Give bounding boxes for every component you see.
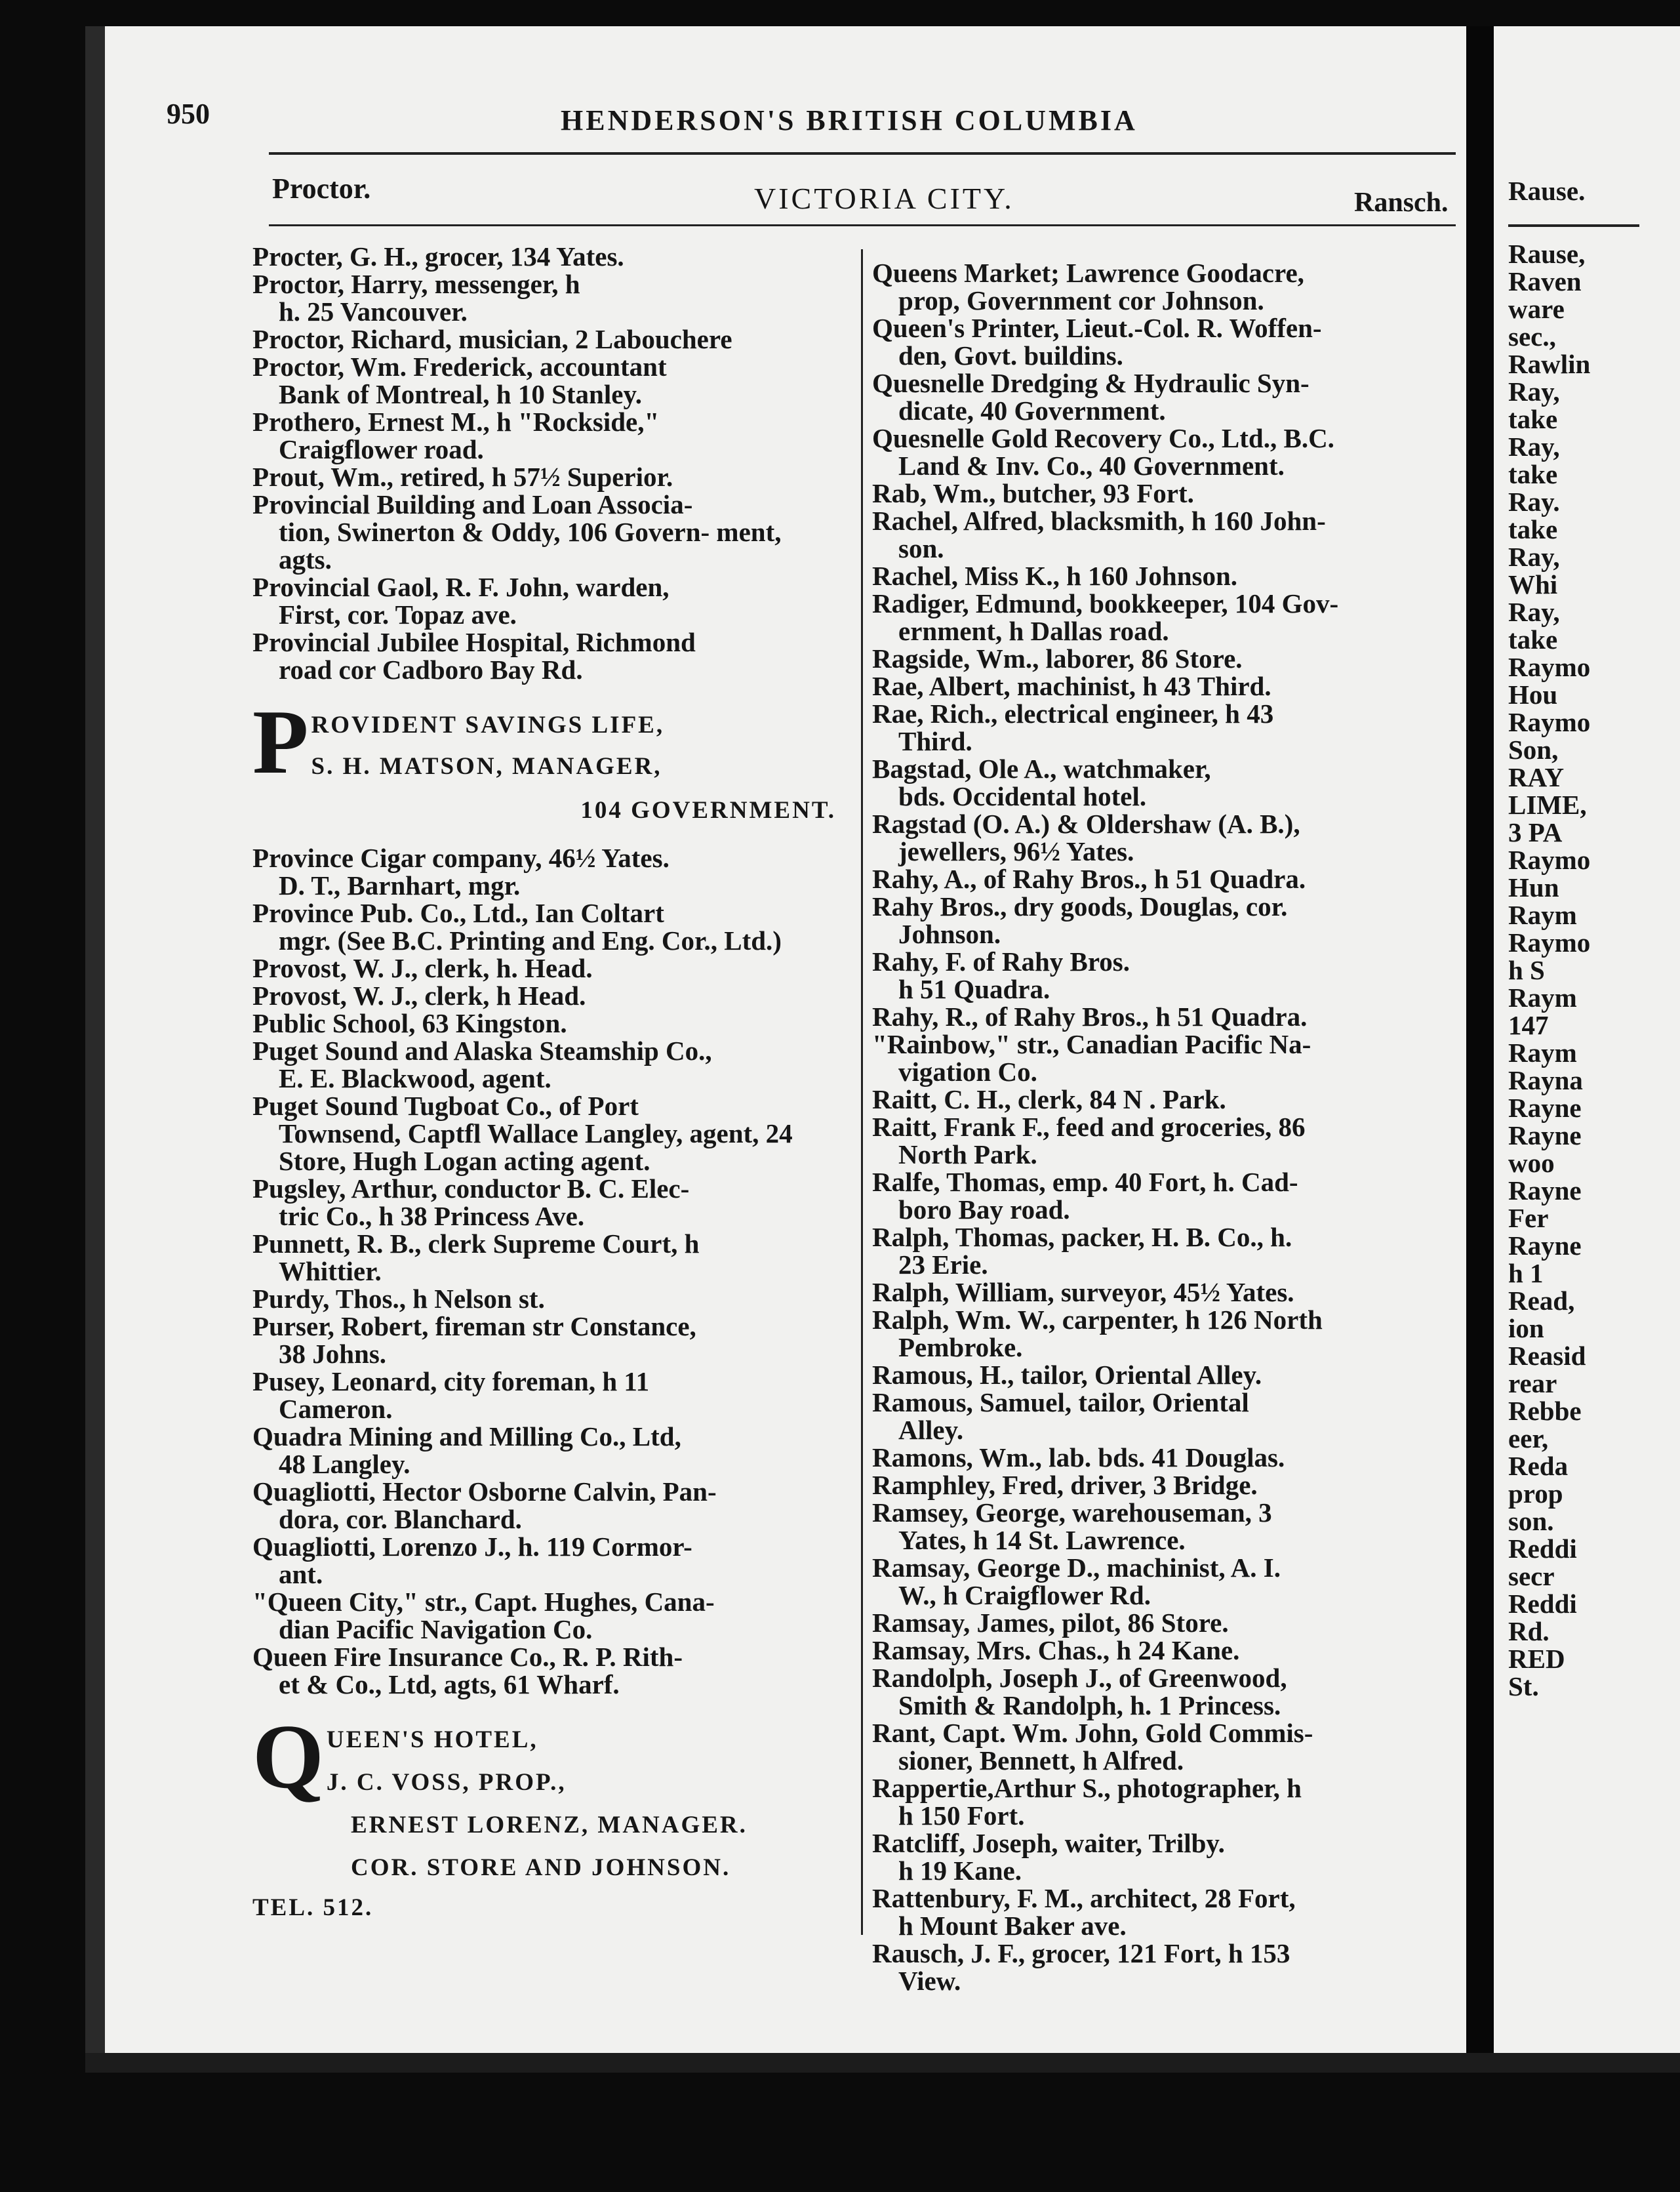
- entry-continuation: Third.: [898, 726, 972, 756]
- entry-text: Ramous, Samuel, tailor, Oriental: [872, 1387, 1249, 1417]
- entry-text: Ramsay, George D., machinist, A. I.: [872, 1553, 1281, 1583]
- entry-continuation: 48 Langley.: [279, 1449, 410, 1479]
- entry-continuation: sioner, Bennett, h Alfred.: [898, 1745, 1184, 1776]
- entry-text: Provincial Gaol, R. F. John, warden,: [252, 572, 670, 602]
- next-page-fragment: St.: [1508, 1671, 1539, 1701]
- next-page-fragment: h S: [1508, 955, 1545, 985]
- directory-entry: [872, 1003, 1456, 1030]
- ad-initial: P: [252, 703, 309, 793]
- entry-text: Randolph, Joseph J., of Greenwood,: [872, 1663, 1287, 1693]
- next-page-fragment: Rayne: [1508, 1093, 1582, 1123]
- directory-entry: [872, 314, 1456, 369]
- next-page-fragment: Raym: [1508, 983, 1577, 1013]
- ad-line: J. C. VOSS, PROP.,: [326, 1769, 567, 1796]
- directory-entry: [872, 424, 1456, 479]
- entry-continuation: Whittier.: [279, 1256, 382, 1286]
- directory-entry: [252, 270, 836, 325]
- next-page-fragment: Rebbe: [1508, 1396, 1582, 1426]
- entry-text: Prout, Wm., retired, h 57½ Superior.: [252, 462, 673, 492]
- next-page-fragment: Reasid: [1508, 1341, 1586, 1371]
- entry-text: Purser, Robert, fireman str Constance,: [252, 1311, 696, 1341]
- directory-entry: [872, 1609, 1456, 1636]
- adjacent-page: [1508, 26, 1680, 2053]
- entry-text: Raitt, Frank F., feed and groceries, 86: [872, 1112, 1306, 1142]
- next-page-fragment: Rayne: [1508, 1120, 1582, 1150]
- next-page-fragment: Read,: [1508, 1286, 1575, 1316]
- entry-text: Quesnelle Gold Recovery Co., Ltd., B.C.: [872, 423, 1334, 453]
- entry-continuation: Pembroke.: [898, 1332, 1023, 1362]
- next-page-fragment: prop: [1508, 1478, 1563, 1509]
- entry-text: Rahy, F. of Rahy Bros.: [872, 946, 1130, 977]
- entry-text: Rattenbury, F. M., architect, 28 Fort,: [872, 1883, 1296, 1913]
- next-page-fragment: Rawlin: [1508, 349, 1591, 379]
- entry-text: Puget Sound and Alaska Steamship Co.,: [252, 1036, 712, 1066]
- entry-text: Prothero, Ernest M., h "Rockside,": [252, 407, 660, 437]
- entry-continuation: Land & Inv. Co., 40 Government.: [898, 451, 1285, 481]
- entry-continuation: h 150 Fort.: [898, 1800, 1025, 1831]
- entry-text: Proctor, Wm. Frederick, accountant: [252, 352, 667, 382]
- entry-text: "Rainbow," str., Canadian Pacific Na-: [872, 1029, 1311, 1059]
- next-page-fragment: Raymo: [1508, 652, 1591, 682]
- ad-line: COR. STORE AND JOHNSON.: [351, 1854, 731, 1881]
- directory-entry: [872, 1829, 1456, 1884]
- entry-text: Ralph, Thomas, packer, H. B. Co., h.: [872, 1222, 1292, 1252]
- next-page-fragment: RED: [1508, 1644, 1565, 1674]
- next-page-fragment: Hou: [1508, 680, 1558, 710]
- next-page-fragment: LIME,: [1508, 790, 1587, 820]
- entry-text: Pusey, Leonard, city foreman, h 11: [252, 1366, 650, 1396]
- book-title: HENDERSON'S BRITISH COLUMBIA: [561, 104, 1138, 136]
- directory-entry: [872, 1554, 1456, 1609]
- directory-entry: [872, 1884, 1456, 1939]
- next-page-fragment: 147: [1508, 1010, 1549, 1040]
- entry-continuation: 38 Johns.: [279, 1339, 387, 1369]
- directory-entry: [252, 1285, 836, 1312]
- next-page-rule: [1508, 224, 1639, 227]
- directory-entry: [252, 1175, 836, 1230]
- entry-continuation: dora, cor. Blanchard.: [279, 1504, 522, 1534]
- entry-continuation: ant.: [279, 1559, 323, 1589]
- entry-continuation: First, cor. Topaz ave.: [279, 599, 517, 630]
- next-page-fragment: ion: [1508, 1313, 1544, 1343]
- entry-text: Province Cigar company, 46½ Yates.: [252, 843, 670, 873]
- entry-text: Ramous, H., tailor, Oriental Alley.: [872, 1360, 1262, 1390]
- next-page-fragment: Reda: [1508, 1451, 1569, 1481]
- directory-entry: [252, 899, 836, 954]
- directory-entry: [872, 1499, 1456, 1554]
- next-page-fragment: Rayne: [1508, 1175, 1582, 1206]
- left-guide-word: Proctor.: [272, 173, 371, 205]
- entry-text: Province Pub. Co., Ltd., Ian Coltart: [252, 898, 664, 928]
- ad-line: 104 GOVERNMENT.: [580, 797, 836, 824]
- directory-entry: [252, 1009, 836, 1037]
- next-page-fragment: Ray,: [1508, 542, 1560, 572]
- directory-entry: [252, 325, 836, 353]
- directory-entry: [872, 1030, 1456, 1086]
- entry-text: Ramons, Wm., lab. bds. 41 Douglas.: [872, 1442, 1285, 1472]
- entry-continuation: den, Govt. buildins.: [898, 340, 1123, 371]
- entry-continuation: h 19 Kane.: [898, 1856, 1022, 1886]
- entry-text: Rahy, A., of Rahy Bros., h 51 Quadra.: [872, 864, 1306, 894]
- header-rule: [269, 152, 1456, 155]
- directory-entry: [872, 1361, 1456, 1389]
- next-page-fragment: take: [1508, 514, 1558, 544]
- entry-continuation: road cor Cadboro Bay Rd.: [279, 655, 583, 685]
- middle-column: [872, 259, 1456, 1995]
- column-divider: [861, 249, 863, 1935]
- entry-continuation: Smith & Randolph, h. 1 Princess.: [898, 1690, 1281, 1720]
- entry-text: "Queen City," str., Capt. Hughes, Cana-: [252, 1587, 715, 1617]
- ad-line: ROVIDENT SAVINGS LIFE,: [311, 712, 665, 739]
- directory-entry: [872, 259, 1456, 314]
- directory-entry: [252, 1037, 836, 1092]
- next-page-fragment: Son,: [1508, 735, 1559, 765]
- directory-entry: [252, 954, 836, 982]
- directory-entry: [872, 1278, 1456, 1306]
- entry-text: Rachel, Miss K., h 160 Johnson.: [872, 561, 1238, 591]
- directory-entry: [872, 1086, 1456, 1113]
- entry-continuation: E. E. Blackwood, agent.: [279, 1063, 551, 1093]
- directory-entry: [872, 590, 1456, 645]
- next-page-fragment: Ray,: [1508, 597, 1560, 627]
- entry-continuation: bds. Occidental hotel.: [898, 781, 1147, 811]
- entry-continuation: View.: [898, 1966, 961, 1996]
- entry-text: Purdy, Thos., h Nelson st.: [252, 1284, 545, 1314]
- entry-continuation: W., h Craigflower Rd.: [898, 1580, 1151, 1610]
- page-number: 950: [167, 98, 210, 130]
- next-page-fragment: Rd.: [1508, 1616, 1550, 1646]
- entry-text: Rae, Albert, machinist, h 43 Third.: [872, 671, 1271, 701]
- ad-queens-hotel: [252, 1718, 836, 1922]
- directory-entry: [872, 369, 1456, 424]
- next-page-fragment: sec.,: [1508, 321, 1556, 352]
- next-page-fragment: woo: [1508, 1148, 1555, 1178]
- next-page-fragment: 3 PA: [1508, 817, 1563, 847]
- next-page-fragment: ware: [1508, 294, 1565, 324]
- next-page-fragment: Ray,: [1508, 376, 1560, 407]
- entry-text: Pugsley, Arthur, conductor B. C. Elec-: [252, 1173, 690, 1204]
- directory-entry: [252, 1643, 836, 1698]
- entry-text: Queens Market; Lawrence Goodacre,: [872, 258, 1304, 288]
- entry-continuation: tric Co., h 38 Princess Ave.: [279, 1201, 585, 1231]
- next-page-fragment: Raym: [1508, 900, 1577, 930]
- directory-entry: [872, 1113, 1456, 1168]
- entry-text: Queen's Printer, Lieut.-Col. R. Woffen-: [872, 313, 1322, 343]
- entry-continuation: D. T., Barnhart, mgr.: [279, 870, 521, 901]
- entry-text: Provost, W. J., clerk, h Head.: [252, 981, 586, 1011]
- book-spine: [1466, 26, 1494, 2053]
- next-page-fragment: take: [1508, 624, 1558, 655]
- directory-entry: [252, 243, 836, 270]
- section-rule: [269, 224, 1456, 226]
- entry-text: Bagstad, Ole A., watchmaker,: [872, 754, 1211, 784]
- entry-text: Quadra Mining and Milling Co., Ltd,: [252, 1421, 681, 1451]
- next-page-fragment: Reddi: [1508, 1533, 1577, 1564]
- entry-text: Quagliotti, Lorenzo J., h. 119 Cormor-: [252, 1532, 692, 1562]
- next-page-fragment: RAY: [1508, 762, 1565, 792]
- entry-continuation: Townsend, Captfl Wallace Langley, agent, 24 Store, Hugh Logan acting agent.: [279, 1118, 793, 1176]
- ad-provident-savings: [252, 703, 836, 824]
- directory-entry: [872, 1664, 1456, 1719]
- entry-text: Procter, G. H., grocer, 134 Yates.: [252, 241, 624, 272]
- directory-entry: [872, 1389, 1456, 1444]
- next-page-fragment: Hun: [1508, 872, 1559, 903]
- directory-entry: [872, 810, 1456, 865]
- next-page-fragment: Reddi: [1508, 1589, 1577, 1619]
- directory-entry: [252, 1478, 836, 1533]
- entry-text: Rahy Bros., dry goods, Douglas, cor.: [872, 891, 1288, 922]
- entry-text: Quesnelle Dredging & Hydraulic Syn-: [872, 368, 1310, 398]
- entry-text: Proctor, Harry, messenger, h: [252, 269, 580, 299]
- directory-entry: [872, 1939, 1456, 1995]
- entry-continuation: Craigflower road.: [279, 434, 484, 464]
- next-page-fragment: secr: [1508, 1561, 1555, 1591]
- entry-text: Ramsay, Mrs. Chas., h 24 Kane.: [872, 1635, 1240, 1665]
- entry-text: Ralph, William, surveyor, 45½ Yates.: [872, 1277, 1294, 1307]
- entry-continuation: boro Bay road.: [898, 1194, 1070, 1225]
- directory-entry: [252, 628, 836, 683]
- directory-entry: [252, 1230, 836, 1285]
- directory-entry: [872, 672, 1456, 700]
- next-page-fragment: Rayne: [1508, 1230, 1582, 1261]
- directory-entry: [872, 1223, 1456, 1278]
- ad-initial: Q: [252, 1718, 324, 1808]
- entry-text: Queen Fire Insurance Co., R. P. Rith-: [252, 1642, 683, 1672]
- directory-entry: [252, 463, 836, 491]
- right-guide-word: Ransch.: [1354, 188, 1449, 218]
- entry-continuation: tion, Swinerton & Oddy, 106 Govern- ment, agts.: [279, 517, 782, 575]
- entry-text: Ramsey, George, warehouseman, 3: [872, 1497, 1272, 1528]
- entry-text: Radiger, Edmund, bookkeeper, 104 Gov-: [872, 588, 1339, 619]
- entry-text: Rab, Wm., butcher, 93 Fort.: [872, 478, 1194, 508]
- entry-continuation: prop, Government cor Johnson.: [898, 285, 1264, 315]
- ad-line: ERNEST LORENZ, MANAGER.: [351, 1812, 748, 1838]
- entry-continuation: dicate, 40 Government.: [898, 396, 1166, 426]
- entry-continuation: North Park.: [898, 1139, 1037, 1169]
- directory-entry: [872, 479, 1456, 507]
- directory-entry: [252, 1588, 836, 1643]
- directory-entry: [252, 1092, 836, 1175]
- entry-continuation: et & Co., Ltd, agts, 61 Wharf.: [279, 1669, 620, 1699]
- next-page-fragment: Raymo: [1508, 845, 1591, 875]
- next-page-fragment: Rause,: [1508, 239, 1586, 269]
- entry-text: Provincial Building and Loan Associa-: [252, 489, 693, 519]
- entry-text: Provincial Jubilee Hospital, Richmond: [252, 627, 696, 657]
- directory-entry: [872, 645, 1456, 672]
- entry-text: Ramsay, James, pilot, 86 Store.: [872, 1608, 1229, 1638]
- directory-entry: [872, 1636, 1456, 1664]
- next-page-fragment: Raymo: [1508, 927, 1591, 958]
- entry-continuation: son.: [898, 533, 944, 563]
- section-title: VICTORIA CITY.: [754, 182, 1014, 215]
- next-page-fragment: Raymo: [1508, 707, 1591, 737]
- entry-text: Ragside, Wm., laborer, 86 Store.: [872, 643, 1243, 674]
- next-page-fragment: eer,: [1508, 1423, 1549, 1453]
- entry-continuation: vigation Co.: [898, 1057, 1037, 1087]
- next-page-fragment: take: [1508, 404, 1558, 434]
- entry-text: Provost, W. J., clerk, h. Head.: [252, 953, 593, 983]
- next-page-fragment: son.: [1508, 1506, 1554, 1536]
- entry-text: Rae, Rich., electrical engineer, h 43: [872, 699, 1274, 729]
- entry-text: Raitt, C. H., clerk, 84 N . Park.: [872, 1084, 1226, 1114]
- entry-continuation: Johnson.: [898, 919, 1001, 949]
- entry-continuation: Alley.: [898, 1415, 964, 1445]
- entry-text: Proctor, Richard, musician, 2 Labouchere: [252, 324, 732, 354]
- directory-entry: [252, 491, 836, 573]
- entry-text: Puget Sound Tugboat Co., of Port: [252, 1091, 639, 1121]
- entry-continuation: 23 Erie.: [898, 1249, 988, 1280]
- directory-entry: [872, 1719, 1456, 1774]
- entry-text: Rant, Capt. Wm. John, Gold Commis-: [872, 1718, 1313, 1748]
- next-page-fragment: Raven: [1508, 266, 1582, 296]
- entry-continuation: jewellers, 96½ Yates.: [898, 836, 1134, 866]
- entry-continuation: h. 25 Vancouver.: [279, 296, 468, 327]
- entry-text: Rappertie,Arthur S., photographer, h: [872, 1773, 1302, 1803]
- directory-entry: [252, 1368, 836, 1423]
- directory-entry: [872, 700, 1456, 755]
- directory-entry: [252, 573, 836, 628]
- directory-entry: [872, 755, 1456, 810]
- directory-entry: [872, 1168, 1456, 1223]
- entry-continuation: h 51 Quadra.: [898, 974, 1050, 1004]
- entry-continuation: Bank of Montreal, h 10 Stanley.: [279, 379, 642, 409]
- next-page-fragment: h 1: [1508, 1258, 1544, 1288]
- entry-continuation: Cameron.: [279, 1394, 393, 1424]
- entry-continuation: Yates, h 14 St. Lawrence.: [898, 1525, 1186, 1555]
- entry-continuation: h Mount Baker ave.: [898, 1911, 1127, 1941]
- directory-entry: [872, 948, 1456, 1003]
- ad-line: S. H. MATSON, MANAGER,: [311, 753, 662, 780]
- entry-continuation: mgr. (See B.C. Printing and Eng. Cor., Ltd.): [279, 925, 782, 956]
- entry-text: Quagliotti, Hector Osborne Calvin, Pan-: [252, 1476, 717, 1507]
- directory-entry: [252, 1533, 836, 1588]
- entry-continuation: ernment, h Dallas road.: [898, 616, 1169, 646]
- ad-line: UEEN'S HOTEL,: [326, 1726, 538, 1753]
- directory-entry: [252, 1423, 836, 1478]
- directory-entry: [872, 1774, 1456, 1829]
- directory-entry: [252, 408, 836, 463]
- next-page-fragment: Whi: [1508, 569, 1558, 599]
- entry-text: Rausch, J. F., grocer, 121 Fort, h 153: [872, 1938, 1290, 1968]
- directory-entry: [872, 865, 1456, 893]
- directory-entry: [872, 1444, 1456, 1471]
- next-page-fragment: rear: [1508, 1368, 1557, 1398]
- entry-continuation: dian Pacific Navigation Co.: [279, 1614, 593, 1644]
- directory-entry: [872, 562, 1456, 590]
- directory-entry: [872, 507, 1456, 562]
- directory-entry: [252, 353, 836, 408]
- entry-text: Rahy, R., of Rahy Bros., h 51 Quadra.: [872, 1002, 1308, 1032]
- entry-text: Public School, 63 Kingston.: [252, 1008, 567, 1038]
- directory-entry: [252, 844, 836, 899]
- next-page-fragment: Ray,: [1508, 432, 1560, 462]
- next-page-fragment: Ray.: [1508, 487, 1560, 517]
- next-page-fragment: take: [1508, 459, 1558, 489]
- directory-entry: [252, 982, 836, 1009]
- next-page-fragment: Rayna: [1508, 1065, 1583, 1095]
- entry-text: Ralfe, Thomas, emp. 40 Fort, h. Cad-: [872, 1167, 1298, 1197]
- left-column: [252, 243, 836, 1941]
- entry-text: Ramphley, Fred, driver, 3 Bridge.: [872, 1470, 1258, 1500]
- directory-entry: [872, 893, 1456, 948]
- entry-text: Ralph, Wm. W., carpenter, h 126 North: [872, 1305, 1323, 1335]
- entry-text: Punnett, R. B., clerk Supreme Court, h: [252, 1228, 700, 1259]
- entry-text: Rachel, Alfred, blacksmith, h 160 John-: [872, 506, 1326, 536]
- scan-edge: [85, 2053, 1680, 2073]
- next-page-fragment: Fer: [1508, 1203, 1549, 1233]
- entry-text: Ratcliff, Joseph, waiter, Trilby.: [872, 1828, 1225, 1858]
- ad-line: TEL. 512.: [252, 1894, 374, 1921]
- next-page-guide-word: Rause.: [1508, 176, 1586, 206]
- next-page-fragment: Raym: [1508, 1038, 1577, 1068]
- directory-entry: [252, 1312, 836, 1368]
- entry-text: Ragstad (O. A.) & Oldershaw (A. B.),: [872, 809, 1300, 839]
- directory-entry: [872, 1306, 1456, 1361]
- directory-entry: [872, 1471, 1456, 1499]
